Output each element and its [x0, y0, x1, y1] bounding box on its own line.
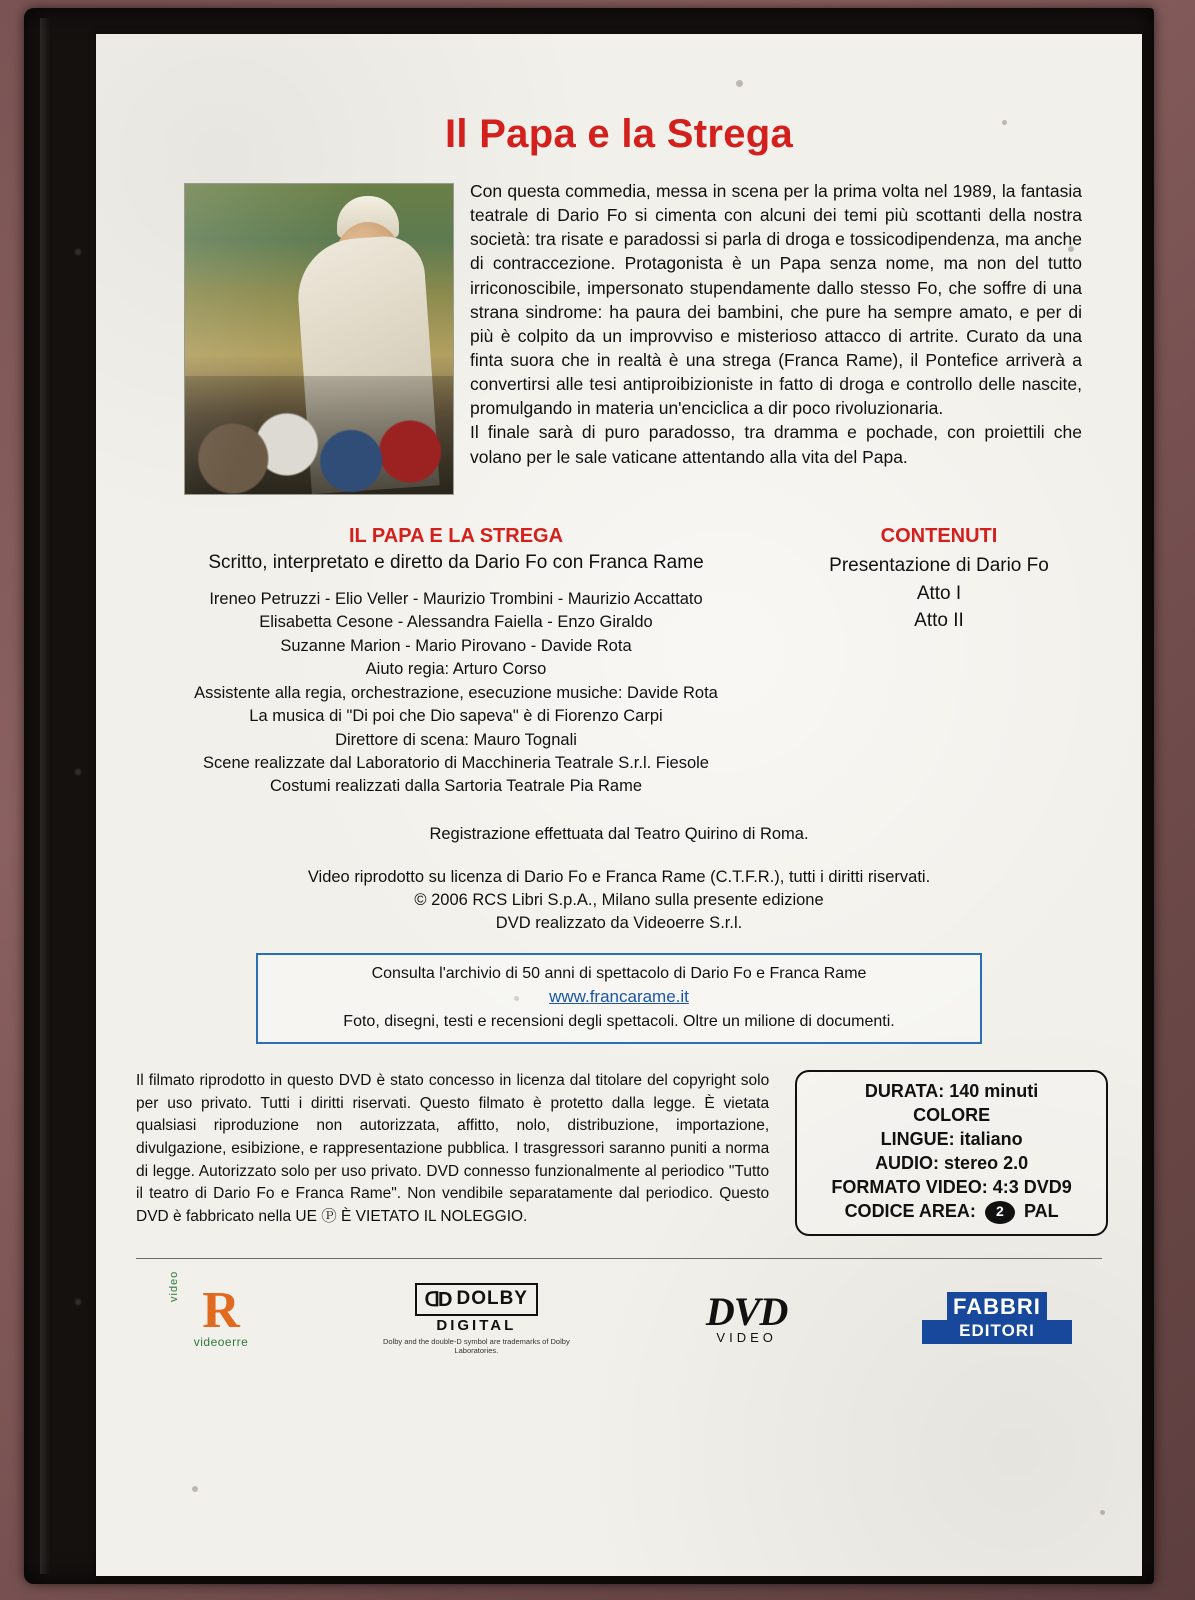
spec-duration: DURATA: 140 minuti	[864, 1081, 1039, 1102]
contents-item: Presentazione di Dario Fo	[829, 555, 1049, 576]
credit-line: Ireneo Petruzzi - Elio Veller - Maurizio Trombini - Maurizio Accattato	[209, 590, 703, 608]
credit-line: Elisabetta Cesone - Alessandra Faiella - Enzo Giraldo	[259, 613, 653, 632]
dolby-sub: DIGITAL	[436, 1316, 517, 1334]
credits-heading: IL PAPA E LA STREGA	[348, 525, 564, 547]
case-hinge-dot	[74, 248, 82, 256]
logo-row	[166, 1271, 1072, 1355]
credit-line: Costumi realizzati dalla Sartoria Teatrale Pia Rame	[269, 777, 643, 796]
rights-line: © 2006 RCS Libri S.p.A., Milano sulla presente edizione	[414, 890, 824, 909]
fabbri-editori-logo	[922, 1294, 1072, 1344]
videoerre-r-icon: R	[202, 1282, 240, 1340]
fabbri-line-2: EDITORI	[922, 1320, 1072, 1344]
archive-line-1: Consulta l'archivio di 50 anni di spettacolo di Dario Fo e Franca Rame	[371, 965, 867, 983]
dvd-case-shell	[24, 8, 1154, 1584]
rights-line: Video riprodotto su licenza di Dario Fo e Franca Rame (C.T.F.R.), tutti i diritti riservati.	[307, 867, 931, 886]
divider	[136, 1258, 1102, 1259]
spec-languages: LINGUE: italiano	[880, 1128, 1023, 1149]
credit-line: Assistente alla regia, orchestrazione, esecuzione musiche: Davide Rota	[194, 683, 718, 702]
cover-photo	[184, 183, 454, 495]
photo-glare	[185, 184, 453, 494]
spec-area-code	[803, 1200, 1100, 1224]
dvd-back-cover-insert	[96, 34, 1142, 1576]
fabbri-line-1: FABBRI	[947, 1292, 1047, 1321]
archive-line-2: Foto, disegni, testi e recensioni degli spettacoli. Oltre un milione di documenti.	[343, 1012, 895, 1030]
credits-subheading: Scritto, interpretato e diretto da Dario Fo con Franca Rame	[208, 552, 704, 573]
dolby-name: DOLBY	[456, 1288, 528, 1310]
rights-block	[96, 866, 1142, 935]
case-hinge-dot	[74, 1298, 82, 1306]
credit-line: Scene realizzate dal Laboratorio di Macchineria Teatrale S.r.l. Fiesole	[203, 753, 709, 772]
archive-url-link[interactable]: www.francarame.it	[549, 987, 689, 1007]
credit-line: La musica di "Di poi che Dio sapeva" è di Fiorenzo Carpi	[249, 707, 663, 726]
page-title: Il Papa e la Strega	[444, 112, 794, 156]
rights-line: DVD realizzato da Videoerre S.r.l.	[495, 913, 743, 932]
videoerre-caption: videoerre	[193, 1335, 249, 1350]
spec-color: COLORE	[913, 1105, 991, 1126]
spec-standard: PAL	[1023, 1200, 1059, 1221]
legal-and-specs	[136, 1070, 1108, 1236]
dvd-mark-icon: DVD	[705, 1289, 788, 1335]
synopsis-block	[164, 179, 1082, 501]
synopsis-paragraph-2: Il finale sarà di puro paradosso, tra dramma e pochade, con proiettili che volano per le sale vaticane attentando alla vita del Papa.	[470, 422, 1082, 467]
credit-line: Aiuto regia: Arturo Corso	[365, 660, 547, 679]
disc-specs-box	[795, 1070, 1108, 1236]
archive-box	[256, 953, 982, 1044]
dolby-digital-logo	[381, 1283, 571, 1355]
videoerre-vertical-label: video	[168, 1271, 180, 1303]
legal-disclaimer: Il filmato riprodotto in questo DVD è stato concesso in licenza dal titolare del copyright solo per uso privato. Tutti i diritti riservati. Questo filmato è protetto dalla legge. È vietata qualsiasi riproduzione non autorizzata, affitto, nolo, distribuzione, importazione, divulgazione, esibizione, e rappresentazione pubblica. I trasgressori saranno puniti a norma di legge. Autorizzato solo per uso privato. DVD connesso funzionalmente al periodico "Tutto il teatro di Dario Fo e Franca Rame". Non vendibile separatamente dal periodico. Questo DVD è fabbricato nella UE Ⓟ È VIETATO IL NOLEGGIO.	[136, 1072, 770, 1225]
spec-video-format: FORMATO VIDEO: 4:3 DVD9	[831, 1176, 1072, 1197]
credit-line: Direttore di scena: Mauro Tognali	[335, 730, 577, 749]
contents-column	[776, 525, 1102, 635]
dolby-double-d-icon: ᗡD	[424, 1288, 451, 1311]
contents-item: Atto II	[914, 610, 964, 632]
contents-heading: CONTENUTI	[880, 525, 998, 547]
dvd-video-logo	[677, 1289, 817, 1346]
contents-item: Atto I	[916, 582, 962, 604]
dvd-sub: VIDEO	[716, 1330, 777, 1346]
region-code-icon: 2	[985, 1201, 1015, 1224]
videoerre-logo	[166, 1271, 276, 1350]
case-hinge-dot	[74, 768, 82, 776]
spec-audio: AUDIO: stereo 2.0	[875, 1152, 1029, 1173]
credit-line: Suzanne Marion - Mario Pirovano - Davide Rota	[280, 636, 632, 655]
dolby-fineprint: Dolby and the double-D symbol are trademarks of Dolby Laboratories.	[382, 1336, 570, 1355]
credits-column	[136, 525, 776, 799]
spec-area-label: CODICE AREA:	[844, 1200, 976, 1221]
credits-and-contents	[136, 525, 1102, 799]
synopsis-paragraph-1: Con questa commedia, messa in scena per la prima volta nel 1989, la fantasia teatrale di Dario Fo si cimenta con alcuni dei temi più scottanti della nostra società: tra risate e paradossi si parla di droga e tossicodipendenza, ma anche di contraccezione. Protagonista è un Papa senza nome, ma non del tutto irriconoscibile, impersonato stupendamente dallo stesso Fo, che soffre di una strana sindrome: ha paura dei bambini, che pure ha sempre amato, e per di più è colpito da un improvviso e misterioso attacco di artrite. Curato da una finta suora che in realtà è una strega (Franca Rame), il Pontefice arriverà a convertirsi alle tesi antiproibizioniste in fatto di droga e controllo delle nascite, promulgando in materia un'enciclica a dir poco rivoluzionaria.	[470, 181, 1082, 419]
recording-note: Registrazione effettuata dal Teatro Quirino di Roma.	[429, 824, 809, 843]
